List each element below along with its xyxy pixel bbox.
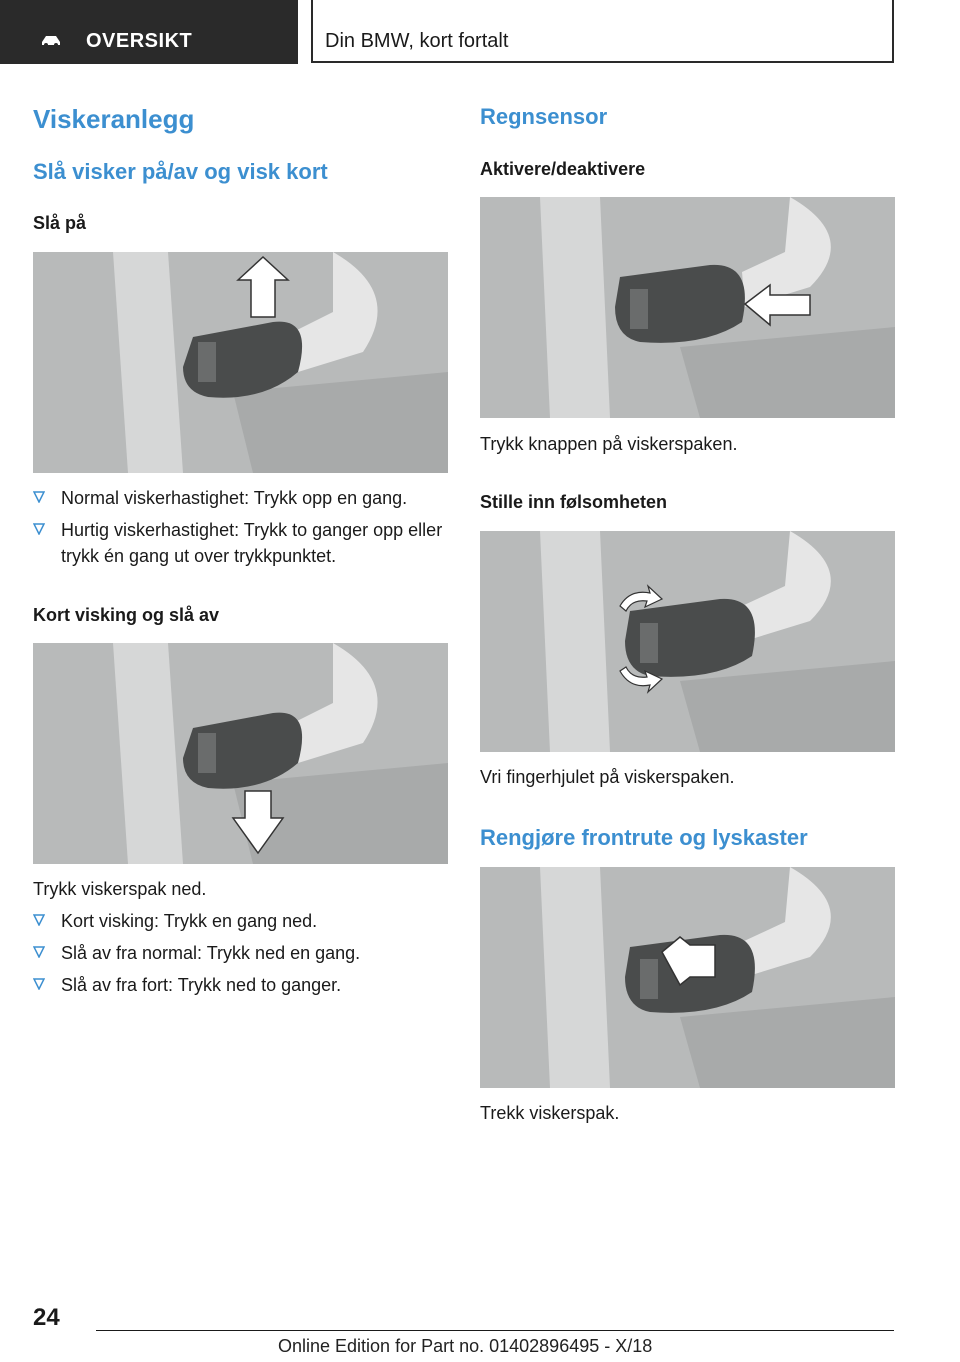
subheading-short-wipe: Kort visking og slå av (33, 605, 220, 625)
bullet-triangle-icon (33, 978, 45, 990)
caption: Trykk knappen på viskerspaken. (480, 434, 738, 454)
caption: Vri fingerhjulet på viskerspaken. (480, 767, 735, 787)
list-item: Hurtig viskerhastighet: Trykk to ganger opp eller trykk én gang ut over trykkpunktet. (33, 517, 471, 569)
edition-note: Online Edition for Part no. 01402896495 - X/18 (278, 1336, 653, 1356)
wiper-lever-up-illustration (33, 252, 448, 473)
caption: Trykk viskerspak ned. (33, 879, 207, 899)
subheading-turn-on: Slå på (33, 213, 87, 233)
subheading-activate: Aktivere/deaktivere (480, 159, 646, 179)
thumbwheel-illustration (480, 531, 895, 752)
car-icon (40, 30, 62, 48)
bullet-triangle-icon (33, 491, 45, 503)
section-tab[interactable] (0, 0, 298, 64)
section-heading: Slå visker på/av og visk kort (33, 159, 328, 184)
caption: Trekk viskerspak. (480, 1103, 620, 1123)
footer-divider (96, 1330, 894, 1331)
chapter-title: Din BMW, kort fortalt (325, 30, 509, 52)
bullet-triangle-icon (33, 523, 45, 535)
list-item: Slå av fra normal: Trykk ned en gang. (33, 940, 471, 966)
bullet-triangle-icon (33, 946, 45, 958)
section-tab-label: OVERSIKT (86, 30, 193, 52)
washer-lever-pull-illustration (480, 867, 895, 1088)
list-item: Normal viskerhastighet: Trykk opp en gang. (33, 485, 471, 511)
bullet-triangle-icon (33, 914, 45, 926)
subheading-sensitivity: Stille inn følsomheten (480, 492, 668, 512)
list-item: Kort visking: Trykk en gang ned. (33, 908, 471, 934)
page-number: 24 (33, 1304, 60, 1331)
page-title: Viskeranlegg (33, 104, 195, 134)
rain-sensor-button-illustration (480, 197, 895, 418)
section-heading-washer: Rengjøre frontrute og lyskaster (480, 825, 808, 850)
section-heading-rain-sensor: Regnsensor (480, 104, 608, 129)
wiper-lever-down-illustration (33, 643, 448, 864)
list-item: Slå av fra fort: Trykk ned to ganger. (33, 972, 471, 998)
